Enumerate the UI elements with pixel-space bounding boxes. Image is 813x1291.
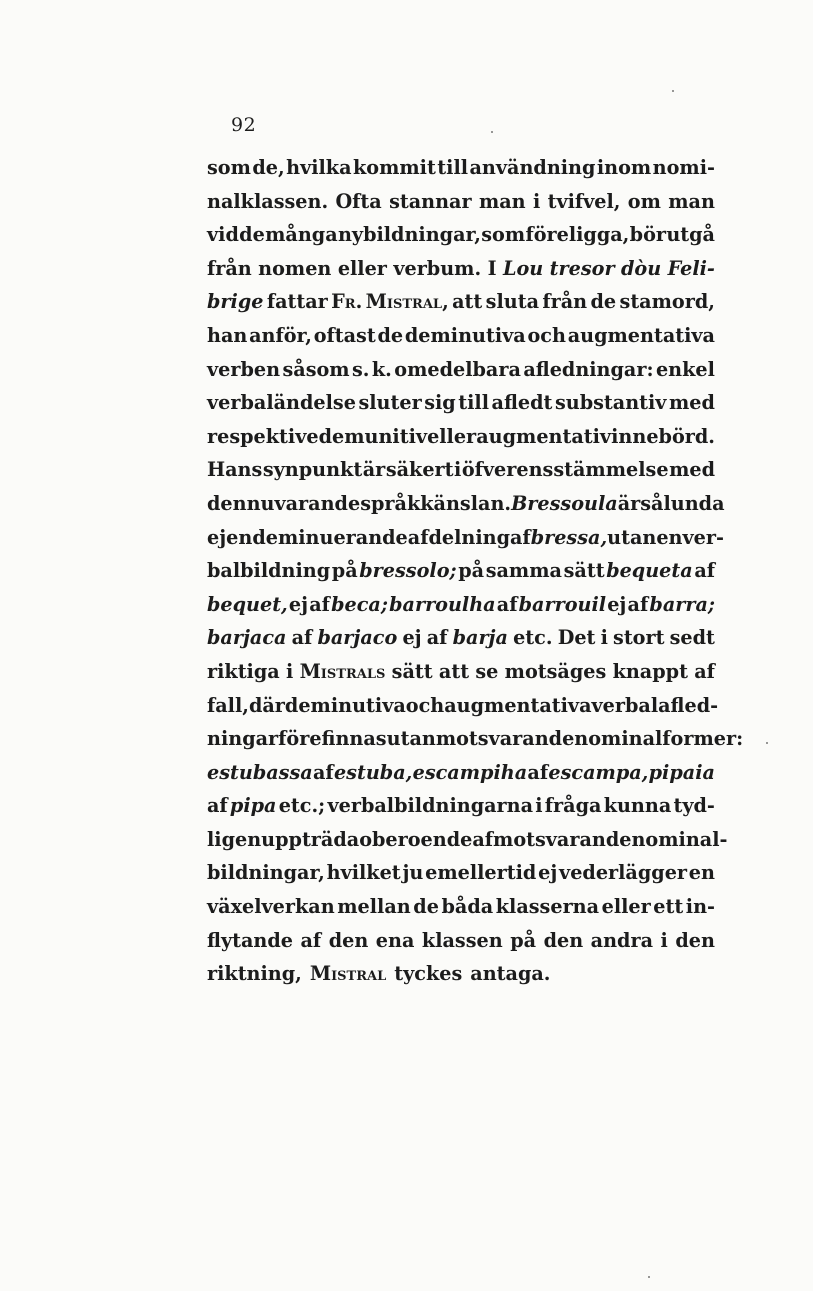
word: motsvarande bbox=[493, 827, 632, 851]
word: en bbox=[226, 525, 253, 549]
word: af bbox=[527, 760, 549, 784]
word: såsom bbox=[282, 357, 350, 381]
body-text bbox=[207, 151, 744, 991]
word: se bbox=[475, 659, 499, 683]
word: enkel bbox=[655, 357, 715, 381]
word: eller bbox=[427, 424, 477, 448]
word: ligen bbox=[207, 827, 262, 851]
word: verbalbildningarna bbox=[327, 794, 534, 818]
word: riktning, bbox=[207, 962, 302, 986]
word: motsvarande bbox=[435, 727, 575, 751]
word: mellan bbox=[337, 895, 411, 919]
word: tyd- bbox=[673, 794, 715, 818]
paper-speck bbox=[766, 742, 768, 744]
word: inom bbox=[596, 156, 652, 179]
word: är bbox=[617, 491, 641, 515]
text-line bbox=[207, 487, 725, 521]
word: bildningar, bbox=[207, 861, 325, 885]
word: Det bbox=[557, 626, 596, 650]
word: bressa, bbox=[530, 525, 608, 549]
word: afledt bbox=[491, 391, 553, 415]
word: sätt bbox=[563, 559, 605, 583]
word: etc. bbox=[513, 626, 553, 650]
word: etc.; bbox=[278, 794, 326, 818]
word: nomen bbox=[258, 256, 332, 280]
word: växelverkan bbox=[207, 895, 335, 919]
word: stort bbox=[613, 626, 665, 650]
word: estuba, bbox=[333, 760, 413, 784]
text-line bbox=[207, 353, 715, 387]
word: fall, bbox=[207, 693, 249, 717]
word: med bbox=[669, 458, 715, 482]
word: ej bbox=[207, 525, 227, 549]
word: barjaca bbox=[207, 626, 287, 650]
word: riktiga bbox=[207, 659, 280, 683]
word: sluta bbox=[485, 290, 540, 314]
word: eller bbox=[337, 256, 387, 280]
word: af bbox=[291, 626, 313, 650]
word: bequeta bbox=[606, 559, 693, 583]
word: af bbox=[309, 592, 330, 616]
word: med bbox=[669, 391, 715, 415]
word: som bbox=[481, 223, 526, 247]
text-line bbox=[207, 924, 715, 958]
word: respektive bbox=[207, 424, 319, 448]
word: flytande bbox=[207, 928, 293, 952]
word: sluter bbox=[358, 391, 422, 415]
text-line bbox=[207, 185, 715, 219]
text-line bbox=[207, 856, 715, 890]
word: nominal- bbox=[631, 827, 728, 851]
word: barroulha bbox=[389, 592, 496, 616]
word: nominalformer: bbox=[574, 727, 744, 751]
word: i bbox=[532, 189, 541, 213]
word: vederlägger bbox=[559, 861, 688, 885]
paper-speck bbox=[491, 131, 493, 133]
word: föreligga, bbox=[525, 223, 630, 247]
word: man bbox=[668, 189, 715, 213]
word: de bbox=[377, 323, 404, 347]
word: en bbox=[688, 861, 715, 885]
word: synpunkt bbox=[262, 458, 363, 482]
word: af bbox=[510, 525, 531, 549]
word: afledningar: bbox=[523, 357, 654, 381]
word: man bbox=[478, 189, 526, 213]
word: augmentativa bbox=[444, 693, 592, 717]
word: af bbox=[426, 626, 448, 650]
word: i bbox=[454, 458, 462, 482]
word: dòu bbox=[620, 256, 662, 280]
word: Lou bbox=[503, 256, 544, 280]
text-line bbox=[207, 689, 719, 723]
word: sedt bbox=[669, 626, 715, 650]
text-line bbox=[207, 789, 715, 823]
text-line bbox=[207, 957, 715, 991]
word: tresor bbox=[549, 256, 615, 280]
word: af bbox=[313, 760, 334, 784]
word: nomi- bbox=[652, 156, 715, 179]
word: afdelning bbox=[407, 525, 510, 549]
word: bör bbox=[629, 223, 666, 247]
text-line bbox=[207, 890, 715, 924]
word: och bbox=[405, 693, 445, 717]
word: af bbox=[694, 559, 715, 583]
word: barrouil bbox=[518, 592, 607, 616]
word: stannar bbox=[389, 189, 472, 213]
word: fråga bbox=[544, 794, 602, 818]
word: de, bbox=[252, 156, 285, 179]
word: pipaia bbox=[648, 760, 715, 784]
word: de bbox=[239, 223, 265, 247]
word: Hans bbox=[207, 458, 263, 482]
text-line bbox=[207, 218, 715, 252]
word: af bbox=[472, 827, 494, 851]
word: i bbox=[285, 659, 294, 683]
word: emellertid bbox=[425, 861, 537, 885]
word: verbum. bbox=[393, 256, 482, 280]
word: fattar bbox=[266, 290, 328, 314]
word: af bbox=[300, 928, 322, 952]
word: på bbox=[331, 559, 358, 583]
word: ej bbox=[402, 626, 422, 650]
text-line bbox=[207, 386, 715, 420]
word: augmentativ bbox=[476, 424, 612, 448]
word: klasserna bbox=[495, 895, 600, 919]
word: af bbox=[627, 592, 649, 616]
word: stamord, bbox=[619, 290, 715, 314]
word: verbaländelse bbox=[207, 391, 356, 415]
text-line bbox=[207, 151, 715, 185]
word: beca; bbox=[331, 592, 388, 616]
word: nuvarande bbox=[246, 491, 361, 515]
text-line bbox=[207, 319, 715, 353]
word: deminutiva bbox=[404, 323, 526, 347]
word: nalklassen. bbox=[207, 189, 329, 213]
word: i bbox=[600, 626, 608, 650]
word: barja bbox=[452, 626, 508, 650]
word: är bbox=[362, 458, 386, 482]
word: den bbox=[675, 928, 715, 952]
word: om bbox=[627, 189, 661, 213]
word: ver- bbox=[682, 525, 724, 549]
text-line bbox=[207, 823, 728, 857]
word: klassen bbox=[421, 928, 503, 952]
word: escampiha bbox=[412, 760, 528, 784]
word: användning bbox=[469, 156, 596, 179]
word: sålunda bbox=[640, 491, 725, 515]
word: Ofta bbox=[335, 189, 382, 213]
word: k. bbox=[371, 357, 392, 381]
word: utan bbox=[386, 727, 436, 751]
word: Fr. bbox=[331, 290, 363, 314]
word: anför, bbox=[249, 323, 312, 347]
word: de bbox=[413, 895, 439, 919]
word: vid bbox=[207, 223, 239, 247]
word: omedelbara bbox=[394, 357, 521, 381]
word: eller bbox=[601, 895, 651, 919]
word: innebörd. bbox=[611, 424, 715, 448]
word: uppträda bbox=[261, 827, 360, 851]
word: från bbox=[542, 290, 588, 314]
word: nybildningar, bbox=[337, 223, 481, 247]
word: oberoende bbox=[359, 827, 473, 851]
word: att bbox=[452, 290, 483, 314]
word: Mistral, bbox=[365, 290, 449, 314]
text-line bbox=[207, 756, 715, 790]
word: escampa, bbox=[548, 760, 649, 784]
word: förefinnas bbox=[278, 727, 387, 751]
word: öfverensstämmelse bbox=[461, 458, 669, 482]
word: ej bbox=[607, 592, 627, 616]
word: Bressoula bbox=[511, 491, 618, 515]
word: kunna bbox=[603, 794, 672, 818]
word: hvilket bbox=[326, 861, 401, 885]
word: bequet, bbox=[207, 592, 288, 616]
text-line bbox=[207, 420, 715, 454]
word: samma bbox=[485, 559, 562, 583]
word: den bbox=[207, 491, 247, 515]
word: ej bbox=[288, 592, 309, 616]
page-number: 92 bbox=[231, 114, 257, 136]
word: den bbox=[543, 928, 584, 952]
text-line bbox=[207, 521, 724, 555]
text-line bbox=[207, 453, 715, 487]
word: knappt bbox=[612, 659, 688, 683]
word: oftast bbox=[313, 323, 376, 347]
word: kommit bbox=[352, 156, 436, 179]
word: som bbox=[207, 156, 251, 179]
word: en bbox=[656, 525, 683, 549]
word: af bbox=[207, 794, 228, 818]
word: tyckes bbox=[394, 962, 463, 986]
word: säkert bbox=[385, 458, 454, 482]
word: hvilka bbox=[286, 156, 352, 179]
word: sig bbox=[424, 391, 456, 415]
word: andra bbox=[590, 928, 654, 952]
word: på bbox=[458, 559, 485, 583]
text-line bbox=[207, 655, 715, 689]
text-line bbox=[207, 621, 715, 655]
word: båda bbox=[441, 895, 494, 919]
paper-speck bbox=[672, 90, 674, 92]
text-line bbox=[207, 722, 744, 756]
text-line bbox=[207, 554, 715, 588]
word: barjaco bbox=[317, 626, 398, 650]
word: ningar bbox=[207, 727, 279, 751]
word: han bbox=[207, 323, 248, 347]
word: där bbox=[248, 693, 285, 717]
word: ett bbox=[653, 895, 684, 919]
word: af bbox=[496, 592, 518, 616]
word: ju bbox=[402, 861, 424, 885]
word: i bbox=[535, 794, 543, 818]
word: utan bbox=[607, 525, 657, 549]
word: verbalafled- bbox=[591, 693, 719, 717]
word: brige bbox=[207, 290, 264, 314]
word: sätt bbox=[391, 659, 433, 683]
word: substantiv bbox=[554, 391, 667, 415]
paper-speck bbox=[648, 1276, 650, 1278]
word: och bbox=[527, 323, 566, 347]
word: augmentativa bbox=[567, 323, 715, 347]
word: många bbox=[265, 223, 338, 247]
word: estubassa bbox=[207, 760, 313, 784]
word: Mistral bbox=[309, 962, 387, 986]
text-line bbox=[207, 252, 715, 286]
word: pipa bbox=[229, 794, 277, 818]
word: af bbox=[694, 659, 715, 683]
word: de bbox=[590, 290, 617, 314]
word: demunitiv bbox=[318, 424, 428, 448]
word: på bbox=[510, 928, 537, 952]
word: den bbox=[328, 928, 369, 952]
word: motsäges bbox=[504, 659, 607, 683]
word: Feli- bbox=[667, 256, 715, 280]
word: språkkänslan. bbox=[360, 491, 512, 515]
word: verben bbox=[207, 357, 281, 381]
word: in- bbox=[685, 895, 715, 919]
word: från bbox=[207, 256, 252, 280]
word: deminutiva bbox=[284, 693, 406, 717]
word: barra; bbox=[649, 592, 715, 616]
word: I bbox=[487, 256, 497, 280]
word: ej bbox=[538, 861, 558, 885]
word: i bbox=[660, 928, 668, 952]
text-line bbox=[207, 285, 715, 319]
word: balbildning bbox=[207, 559, 331, 583]
word: utgå bbox=[666, 223, 715, 247]
word: Mistrals bbox=[299, 659, 386, 683]
word: till bbox=[458, 391, 489, 415]
word: ena bbox=[375, 928, 415, 952]
text-line bbox=[207, 588, 715, 622]
word: att bbox=[438, 659, 470, 683]
word: bressolo; bbox=[359, 559, 457, 583]
word: deminuerande bbox=[252, 525, 408, 549]
word: tvifvel, bbox=[547, 189, 621, 213]
word: s. bbox=[352, 357, 370, 381]
word: antaga. bbox=[470, 962, 551, 986]
word: till bbox=[437, 156, 469, 179]
